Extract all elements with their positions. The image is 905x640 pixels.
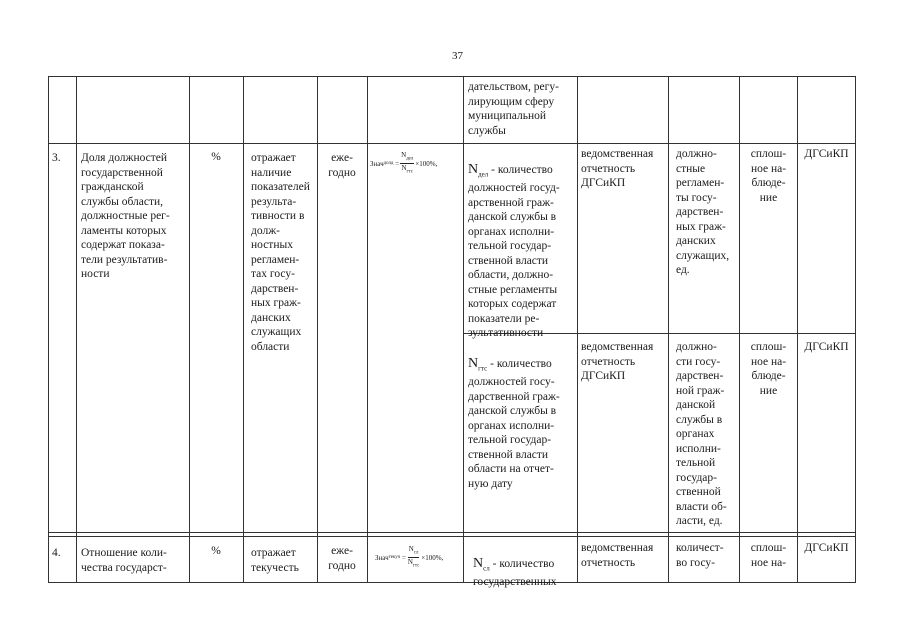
row3-var2-responsible: ДГСиКП xyxy=(804,341,849,353)
row3-number: 3. xyxy=(52,152,61,164)
row3-indicator-name: Доля должностей государственной гражданской службы области, должностные рег- ламенты которых содержат показа- тели результатив- ности xyxy=(81,152,170,280)
col-line-7 xyxy=(577,76,578,582)
row4-var-description: $N_{сл}$ - количество государственных xyxy=(473,555,557,589)
row3-var2-unit-observation: должно- сти госу- дарствен- ной граж- данской службы в органах исполни- тельной государ- ственной власти об- ласти, ед. xyxy=(676,341,727,527)
row3-unit: % xyxy=(211,151,221,163)
row4-responsible: ДГСиКП xyxy=(804,542,849,554)
row-divider-4 xyxy=(48,532,856,533)
row4-description: отражает текучесть xyxy=(251,547,299,574)
col-line-8 xyxy=(668,76,669,582)
row4-source: ведомственная отчетность xyxy=(581,542,654,569)
row4-number: 4. xyxy=(52,547,61,559)
row4-indicator-name: Отношение коли- чества государст- xyxy=(81,547,167,574)
row4-period: еже- годно xyxy=(328,545,356,572)
row3-description: отражает наличие показателей результа- тивности в долж- ностных регламен- тах госу- дарствен- ных граж- данских служащих области xyxy=(251,152,310,353)
row3-var2-method: сплош- ное на- блюде- ние xyxy=(750,341,787,397)
col-line-11 xyxy=(855,76,856,582)
row4-unit-observation: количест- во госу- xyxy=(676,542,724,569)
row4-method: сплош- ное на- xyxy=(750,542,787,569)
row3-var1-description: $N_{дел}$ - количество должностей госуд- арственной граж- данской службы в органах исполни- тельной государ- ственной власти области, должно- стные регламенты которых содержат показатели ре- зультативности xyxy=(468,161,560,340)
row3-var1-method: сплош- ное на- блюде- ние xyxy=(750,148,787,204)
row-divider-4b xyxy=(48,536,856,537)
row3-var2-source: ведомственная отчетность ДГСиКП xyxy=(581,341,654,382)
table-bottom-border xyxy=(48,582,856,583)
row4-unit: % xyxy=(211,545,221,557)
col-line-3 xyxy=(243,76,244,582)
row3-formula: Знач долд = $\frac{N_{дел}}{N_{гтс}}$ ×100%, xyxy=(370,151,438,175)
table-top-border xyxy=(48,76,856,77)
page-number: 37 xyxy=(452,50,463,62)
col-line-1 xyxy=(76,76,77,582)
col-line-5 xyxy=(367,76,368,582)
row3-var1-unit-observation: должно- стные регламен- ты госу- дарствен- ных граж- данских служащих, ед. xyxy=(676,148,730,276)
row3-var1-source: ведомственная отчетность ДГСиКП xyxy=(581,148,654,189)
col-line-6 xyxy=(463,76,464,582)
row3-var2-description: $N_{гтс}$ - количество должностей госу- дарственной граж- данской службы в органах исполни- тельной государ- ственной власти области на отчет- ную дату xyxy=(468,355,560,490)
row-divider-cont xyxy=(48,143,856,144)
basis-continuation: дательством, регу- лирующим сферу муниципальной службы xyxy=(468,81,559,137)
row3-period: еже- годно xyxy=(328,152,356,179)
row4-formula: Знач текуч = $\frac{N_{сл}}{N_{гтс}}$ ×100%, xyxy=(375,545,444,569)
row3-var1-responsible: ДГСиКП xyxy=(804,148,849,160)
col-line-0 xyxy=(48,76,49,582)
